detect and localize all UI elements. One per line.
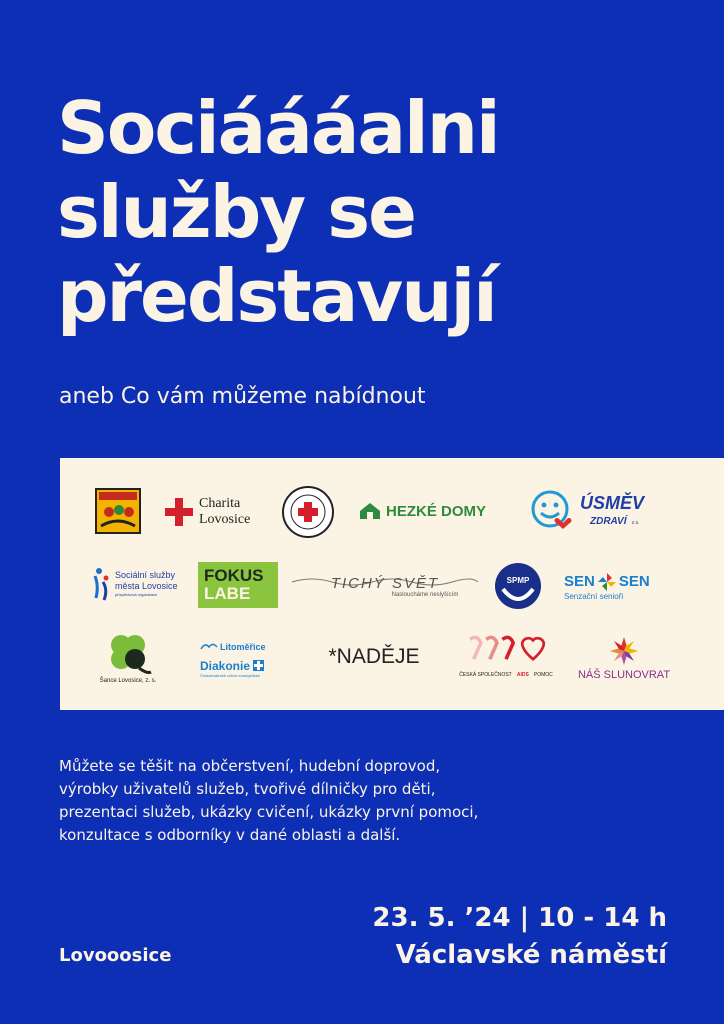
nas-slunovrat-text: NÁŠ SLUNOVRAT <box>577 669 671 681</box>
body-line-3: prezentaci služeb, ukázky cvičení, ukázky první pomoci, <box>59 803 479 821</box>
fokus-labe-logo <box>198 562 278 608</box>
pinwheel-icon <box>597 572 617 592</box>
spmp-logo <box>492 560 544 612</box>
prezeka-logo <box>95 488 141 534</box>
partner-logos-panel <box>60 458 724 710</box>
tichy-svet-name: TICHÝ SVĚT <box>330 574 440 592</box>
main-title <box>57 86 499 338</box>
usmev-logo <box>530 488 670 534</box>
socialni-sluzby-line3: příspěvková organizace <box>115 592 158 597</box>
house-icon <box>358 501 382 521</box>
nas-slunovrat-logo <box>574 632 674 684</box>
sensen-logo <box>564 566 674 606</box>
title-line-1: Sociáááalni <box>57 86 499 170</box>
charita-logo <box>164 492 264 532</box>
nadeje-logo <box>314 642 434 672</box>
sensen-word-2: SEN <box>618 573 650 590</box>
usmev-word: ÚSMĚV <box>580 493 645 513</box>
body-line-4: konzultace s odborníky v dané oblasti a další. <box>59 826 401 844</box>
brand-name: Lovooosice <box>59 945 172 966</box>
bird-icon <box>200 641 218 653</box>
people-icon <box>92 566 112 602</box>
diakonie-tagline: Českobratrské církve evangelické <box>200 672 260 678</box>
body-line-2: výrobky uživatelů služeb, tvořivé dílničky pro děti, <box>59 780 436 798</box>
aids-word: AIDS <box>516 672 529 678</box>
socialni-sluzby-line1: Sociální služby <box>115 570 176 580</box>
charita-city: Lovosice <box>199 512 251 527</box>
fokus-word: FOKUS <box>204 566 264 585</box>
event-date-time: 23. 5. ʼ24 | 10 - 14 h <box>372 903 667 933</box>
body-paragraph <box>59 755 479 847</box>
diakonie-logo <box>200 634 300 684</box>
aids-pomoc-logo <box>456 634 556 680</box>
body-line-1: Můžete se těšit na občerstvení, hudební doprovod, <box>59 757 441 775</box>
sance-label: Šance Lovosice, z. s. <box>99 678 157 684</box>
charita-name: Charita <box>199 496 241 511</box>
star-flower-icon <box>608 635 640 667</box>
charita-cross-icon <box>164 497 194 527</box>
ribbon-hearts-icon <box>458 634 554 661</box>
diakonie-name: Diakonie <box>200 658 251 673</box>
sensen-word-1: SEN <box>564 573 595 590</box>
spmp-text: SPMP <box>506 576 530 585</box>
tichy-svet-logo <box>292 566 478 606</box>
aids-line2: POMOC <box>533 672 553 678</box>
title-line-3: představují <box>57 254 496 338</box>
sance-logo <box>90 626 166 690</box>
title-line-2: služby se <box>57 170 415 254</box>
subtitle: aneb Co vám můžeme nabídnout <box>59 384 426 409</box>
hezke-domy-text: HEZKÉ DOMY <box>386 502 487 520</box>
usmev-zdravi: ZDRAVÍ <box>590 516 627 527</box>
socialni-sluzby-line2: města Lovosice <box>115 581 178 591</box>
cerveny-kriz-logo <box>280 484 336 540</box>
aids-line1: ČESKÁ SPOLEČNOST <box>459 672 512 678</box>
diakonie-cross-icon <box>253 660 264 671</box>
smiley-icon <box>530 489 574 533</box>
sensen-tagline: Senzační senioři <box>564 591 624 601</box>
clover-icon <box>103 632 153 678</box>
nadeje-text: *NADĚJE <box>328 645 420 668</box>
socialni-sluzby-logo <box>92 564 196 604</box>
labe-word: LABE <box>204 584 251 603</box>
event-place: Václavské náměstí <box>395 940 667 970</box>
tichy-svet-tagline: Nasloucháme neslyšícím <box>391 591 459 598</box>
hezke-domy-logo <box>358 498 510 524</box>
diakonie-city: Litoměřice <box>220 641 266 652</box>
usmev-zs: z.s. <box>631 520 640 526</box>
